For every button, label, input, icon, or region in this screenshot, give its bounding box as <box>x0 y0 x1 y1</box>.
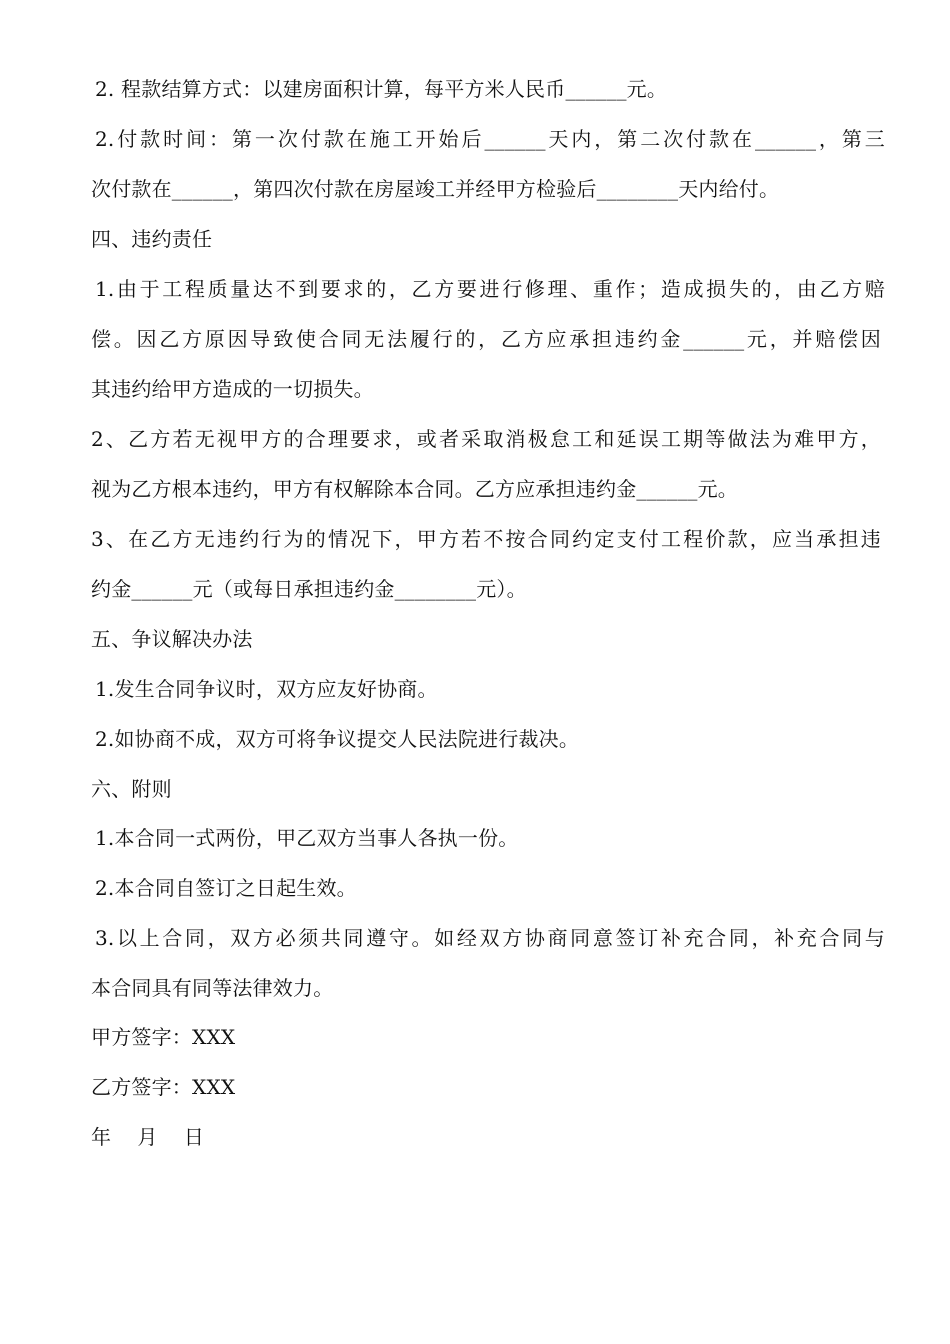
party-a-signature: 甲方签字：XXX <box>91 1025 236 1049</box>
party-b-signature: 乙方签字：XXX <box>91 1075 236 1099</box>
clause-dispute-2: 2.如协商不成，双方可将争议提交人民法院进行裁决。 <box>95 727 580 751</box>
section-heading-breach-liability: 四、违约责任 <box>91 227 213 251</box>
clause-supplementary-2: 2.本合同自签订之日起生效。 <box>95 876 357 900</box>
clause-breach-1-line-3: 其违约给甲方造成的一切损失。 <box>91 377 374 401</box>
clause-supplementary-1: 1.本合同一式两份，甲乙双方当事人各执一份。 <box>95 826 519 850</box>
clause-supplementary-3-line-2: 本合同具有同等法律效力。 <box>91 976 334 1000</box>
clause-breach-3-line-1: 3、在乙方无违约行为的情况下，甲方若不按合同约定支付工程价款，应当承担违 <box>91 527 881 551</box>
clause-breach-1-line-2: 偿。因乙方原因导致使合同无法履行的，乙方应承担违约金______元，并赔偿因 <box>91 327 881 351</box>
signature-date: 年 月 日 <box>91 1125 205 1149</box>
section-heading-dispute-resolution: 五、争议解决办法 <box>91 627 253 651</box>
section-heading-supplementary-provisions: 六、附则 <box>91 777 172 801</box>
clause-dispute-1: 1.发生合同争议时，双方应友好协商。 <box>95 677 438 701</box>
clause-breach-3-line-2: 约金______元（或每日承担违约金________元）。 <box>91 577 527 601</box>
clause-breach-1-line-1: 1.由于工程质量达不到要求的，乙方要进行修理、重作；造成损失的，由乙方赔 <box>95 277 885 301</box>
clause-payment-time-line-1: 2.付款时间：第一次付款在施工开始后______天内，第二次付款在______，第三 <box>95 127 885 151</box>
clause-supplementary-3-line-1: 3.以上合同，双方必须共同遵守。如经双方协商同意签订补充合同，补充合同与 <box>95 926 885 950</box>
clause-payment-method: 2. 程款结算方式：以建房面积计算，每平方米人民币______元。 <box>95 77 668 101</box>
clause-payment-time-line-2: 次付款在______，第四次付款在房屋竣工并经甲方检验后________天内给付。 <box>91 177 780 201</box>
clause-breach-2-line-2: 视为乙方根本违约，甲方有权解除本合同。乙方应承担违约金______元。 <box>91 477 738 501</box>
clause-breach-2-line-1: 2、乙方若无视甲方的合理要求，或者采取消极怠工和延误工期等做法为难甲方， <box>91 427 881 451</box>
